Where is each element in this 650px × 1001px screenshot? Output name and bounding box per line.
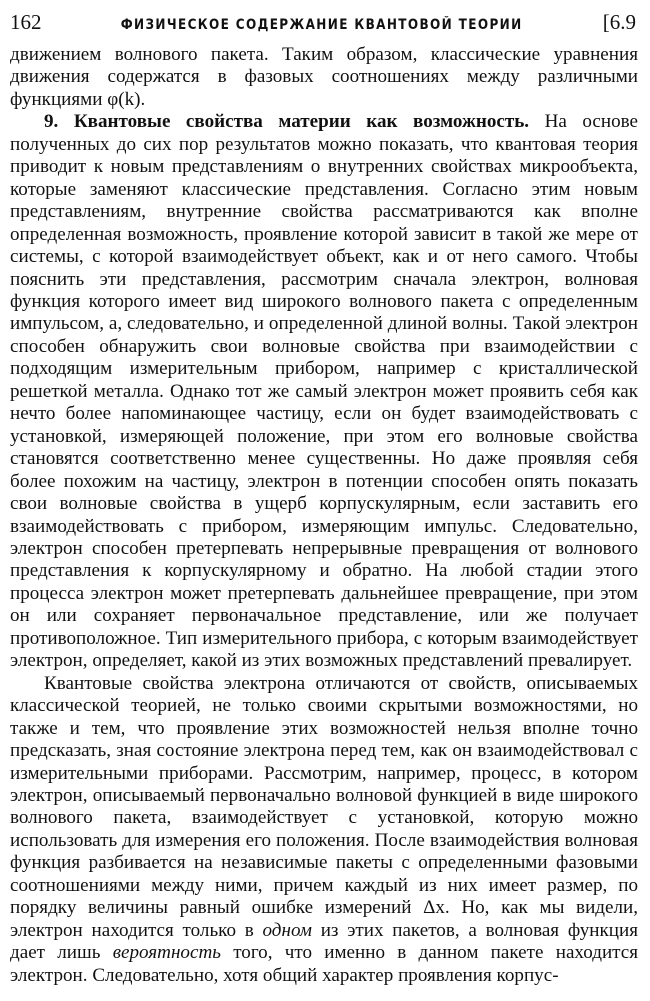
paragraph-text-part-c: того, что именно в данном пакете находится электрон. Следовательно, хотя общий характер проявления корпус-: [10, 942, 639, 986]
section-9-heading: 9. Квантовые свойства материи как возможность.: [44, 111, 530, 133]
quantum-properties-paragraph: [10, 673, 638, 987]
paragraph-text-part-a: Квантовые свойства электрона отличаются от свойств, описываемых классической теорией, не только своими скрытыми возможностями, но также и тем, что проявление этих возможностей нельзя вполне точно предсказать, зная состояние электрона перед тем, как он взаимодействовал с измерительными приборами. Рассмотрим, например, процесс, в котором электрон, описываемый первоначально волновой функцией в виде широкого волнового пакета, взаимодействует с установкой, которую можно использовать для измерения его положения. После взаимодействия волновая функция разбивается на независимые пакеты с определенными фазовыми соотношениями между ними, причем каждый из них имеет размер, по порядку величины равный ошибке измерений Δx. Но, как мы видели, электрон находится только в: [10, 672, 638, 941]
paragraph-text-part-b: из этих пакетов, а волновая функция дает лишь: [10, 919, 638, 964]
section-number: [6.9: [602, 10, 636, 34]
page-body: [10, 44, 638, 987]
page-header: [10, 10, 636, 36]
emphasis-probability: вероятность: [112, 942, 221, 964]
page-number: 162: [10, 10, 42, 34]
section-9-text: На основе полученных до сих пор результатов можно показать, что квантовая теория приводит к новым представлениям о внутренних свойствах микрообъекта, которые заменяют классические представления. Согласно этим новым представлениям, внутренние свойства рассматриваются как вполне определенная возможность, проявление которой зависит в такой же мере от системы, с которой взаимодействует объект, как и от него самого. Чтобы пояснить эти представления, рассмотрим сначала электрон, волновая функция которого имеет вид широкого волнового пакета с определенным импульсом, а, следовательно, и определенной длиной волны. Такой электрон способен обнаружить свои волновые свойства при взаимодействии с подходящим измерительным прибором, например с кристаллической решеткой металла. Однако тот же самый электрон может проявить себя как нечто более напоминающее частицу, если он будет взаимодействовать с установкой, измеряющей положение, при этом его волновые свойства становятся соответственно менее существенны. Но даже проявляя себя более похожим на частицу, электрон в потенции способен опять показать свои волновые свойства в ущерб корпускулярным, если заставить его взаимодействовать с прибором, измеряющим импульс. Следовательно, электрон способен претерпевать непрерывные превращения от волнового представления к корпускулярному и обратно. На любой стадии этого процесса электрон может претерпевать дальнейшее превращение, при этом он или сохраняет первоначальное представление, или же получает противоположное. Тип измерительного прибора, с которым взаимодействует электрон, определяет, какой из этих возможных представлений превалирует.: [10, 111, 639, 672]
running-title: ФИЗИЧЕСКОЕ СОДЕРЖАНИЕ КВАНТОВОЙ ТЕОРИИ: [121, 17, 524, 33]
section-9-paragraph: [10, 111, 638, 672]
emphasis-one: одном: [262, 919, 312, 941]
continued-paragraph: движением волнового пакета. Таким образом, классические уравнения движения содержатся в фазовых соотношениях между различными функциями φ(k).: [10, 44, 638, 110]
